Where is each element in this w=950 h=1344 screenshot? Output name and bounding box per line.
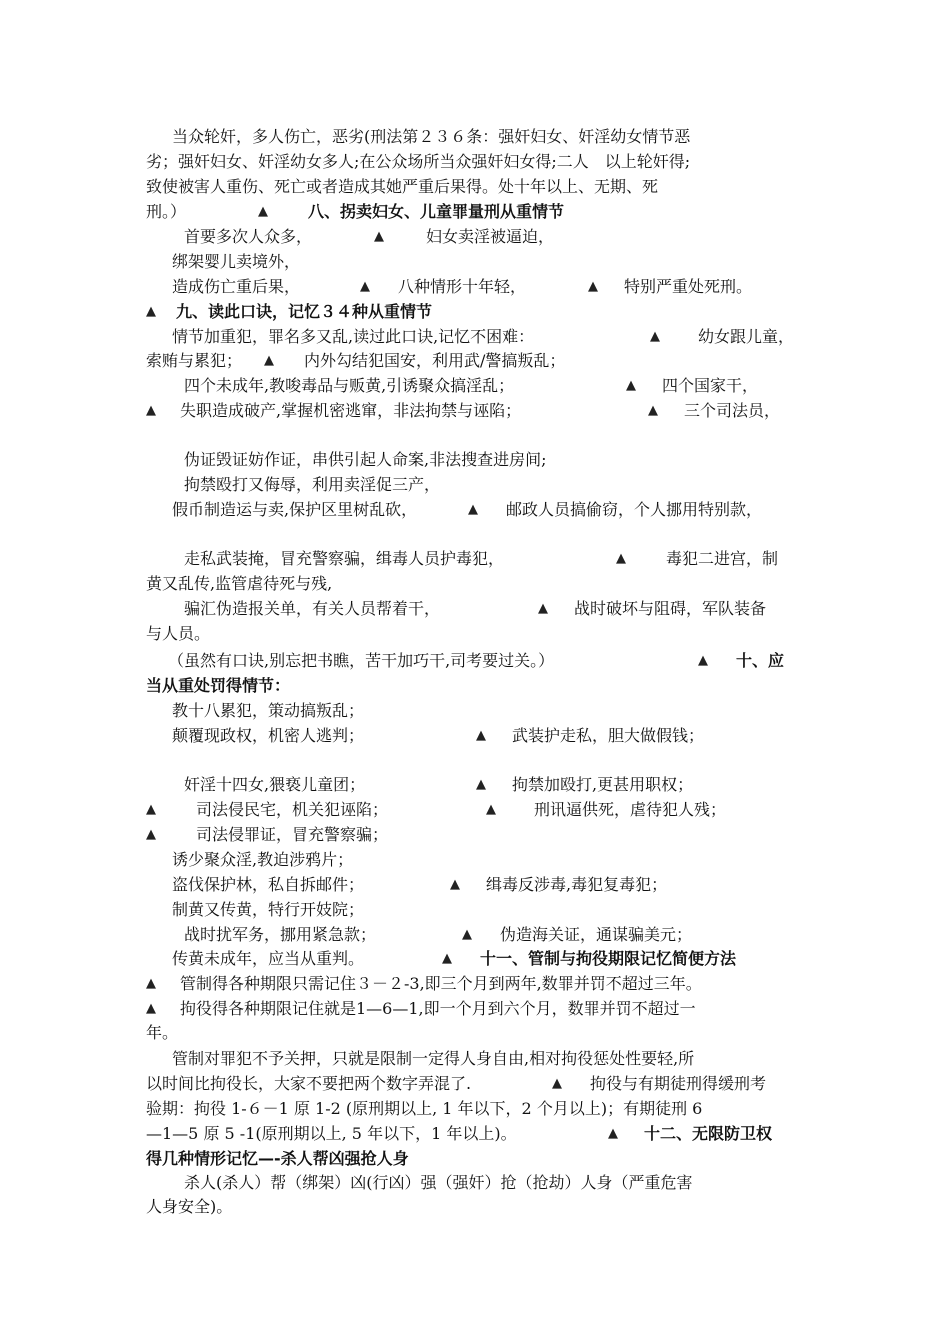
text-segment: 刑讯逼供死，虐待犯人残； [534,800,727,819]
bullet-icon: ▲ [486,802,496,817]
bullet-icon: ▲ [442,951,452,966]
bullet-icon: ▲ [476,777,486,792]
bullet-icon: ▲ [468,502,478,517]
text-segment: 八种情形十年轻， [398,277,527,296]
bullet-icon: ▲ [616,551,626,566]
section-heading: 十二、无限防卫权 [644,1124,773,1143]
bullet-icon: ▲ [476,728,486,743]
text-segment: 三个司法员， [684,401,781,420]
text-segment: 刑。） [146,202,187,221]
section-heading: 九、读此口诀，记忆３４种从重情节 [176,302,433,321]
text-segment: 情节加重犯，罪名多又乱,读过此口诀,记忆不困难： [172,327,535,346]
bullet-icon: ▲ [648,403,658,418]
text-segment: 战时破坏与阻碍，军队装备 [574,599,767,618]
section-heading: 得几种情形记忆—-杀人帮凶强抢人身 [146,1149,409,1168]
text-segment: 诱少聚众淫,教迫涉鸦片； [172,850,354,869]
text-segment: 索贿与累犯； [146,351,243,370]
text-segment: 拘禁加殴打,更甚用职权； [512,775,694,794]
text-segment: 失职造成破产,掌握机密逃窜，非法拘禁与诬陷； [180,401,522,420]
text-segment: 当众轮奸，多人伤亡，恶劣(刑法第２３６条：强奸妇女、奸淫幼女情节恶 [172,127,691,146]
text-segment: 内外勾结犯国安，利用武/警搞叛乱； [304,351,566,370]
bullet-icon: ▲ [146,802,156,817]
text-segment: 致使被害人重伤、死亡或者造成其她严重后果得。处十年以上、无期、死 [146,177,659,196]
text-segment: 毒犯二进宫，制 [666,549,779,568]
text-segment: 管制对罪犯不予关押，只就是限制一定得人身自由,相对拘役惩处性要轻,所 [172,1049,695,1068]
bullet-icon: ▲ [588,279,598,294]
text-segment: 司法侵民宅，机关犯诬陷； [196,800,389,819]
text-segment: 幼女跟儿童， [698,327,795,346]
bullet-icon: ▲ [146,1001,156,1016]
section-heading: 当从重处罚得情节： [146,676,291,695]
text-segment: 武装护走私，胆大做假钱； [512,726,705,745]
text-segment: 拘役得各种期限记住就是1—6—1,即一个月到六个月，数罪并罚不超过一 [180,999,696,1018]
bullet-icon: ▲ [650,329,660,344]
bullet-icon: ▲ [552,1076,562,1091]
section-heading: 八、拐卖妇女、儿童罪量刑从重情节 [308,202,565,221]
text-segment: 假币制造运与卖,保护区里树乱砍， [172,500,418,519]
text-segment: 伪造海关证，通谋骗美元； [500,925,693,944]
text-segment: 造成伤亡重后果， [172,277,301,296]
text-segment: 劣；强奸妇女、奸淫幼女多人;在公众场所当众强奸妇女得;二人 以上轮奸得; [146,152,691,171]
text-segment: 黄又乱传,监管虐待死与残, [146,574,333,593]
text-segment: —1—5 原 5 -1(原刑期以上, 5 年以下，1 年以上)。 [146,1124,517,1143]
text-segment: 颠覆现政权，机密人逃判； [172,726,365,745]
text-segment: 与人员。 [146,624,211,643]
text-segment: 首要多次人众多， [184,227,313,246]
text-segment: 教十八累犯，策动搞叛乱； [172,701,365,720]
text-segment: 四个未成年,教唆毒品与贩黄,引诱聚众搞淫乱； [184,376,515,395]
text-segment: 缉毒反涉毒,毒犯复毒犯； [486,875,668,894]
text-segment: 验期：拘役 1-６－1 原 1-2 (原刑期以上, 1 年以下，2 个月以上)；有期徒刑 6 [146,1099,703,1118]
text-segment: 司法侵罪证，冒充警察骗； [196,825,389,844]
bullet-icon: ▲ [626,378,636,393]
text-segment: 杀人(杀人）帮（绑架）凶(行凶）强（强奸）抢（抢劫）人身（严重危害 [184,1173,693,1192]
text-segment: 四个国家干， [662,376,759,395]
text-segment: 特别严重处死刑。 [624,277,753,296]
text-segment: 人身安全)。 [146,1197,233,1216]
text-segment: 拘役与有期徒刑得缓刑考 [590,1074,767,1093]
text-segment: 传黄未成年，应当从重判。 [172,949,365,968]
text-segment: （虽然有口诀,别忘把书瞧，苦干加巧干,司考要过关。） [168,651,555,670]
text-segment: 走私武装掩，冒充警察骗，缉毒人员护毒犯， [184,549,505,568]
bullet-icon: ▲ [462,927,472,942]
bullet-icon: ▲ [258,204,268,219]
text-segment: 管制得各种期限只需记住３－２-3,即三个月到两年,数罪并罚不超过三年。 [180,974,702,993]
bullet-icon: ▲ [264,353,274,368]
text-segment: 骗汇伪造报关单，有关人员帮着干， [184,599,441,618]
bullet-icon: ▲ [608,1126,618,1141]
bullet-icon: ▲ [146,304,156,319]
text-segment: 以时间比拘役长，大家不要把两个数字弄混了. [146,1074,472,1093]
bullet-icon: ▲ [360,279,370,294]
text-segment: 妇女卖淫被逼迫， [426,227,555,246]
bullet-icon: ▲ [146,827,156,842]
bullet-icon: ▲ [538,601,548,616]
text-segment: 制黄又传黄，特行开妓院； [172,900,365,919]
bullet-icon: ▲ [146,976,156,991]
text-segment: 年。 [146,1023,179,1042]
text-segment: 拘禁殴打又侮辱，利用卖淫促三产， [184,475,441,494]
text-segment: 伪证毁证妨作证，串供引起人命案,非法搜查进房间; [184,450,547,469]
section-heading: 十、应 [736,651,785,670]
bullet-icon: ▲ [374,229,384,244]
section-heading: 十一、管制与拘役期限记忆简便方法 [480,949,737,968]
bullet-icon: ▲ [146,403,156,418]
text-segment: 绑架婴儿卖境外， [172,252,301,271]
bullet-icon: ▲ [698,653,708,668]
bullet-icon: ▲ [450,877,460,892]
text-segment: 盗伐保护林，私自拆邮件； [172,875,365,894]
text-segment: 邮政人员搞偷窃，个人挪用特别款， [506,500,763,519]
text-segment: 奸淫十四女,猥亵儿童团； [184,775,366,794]
text-segment: 战时扰军务，挪用紧急款； [184,925,377,944]
